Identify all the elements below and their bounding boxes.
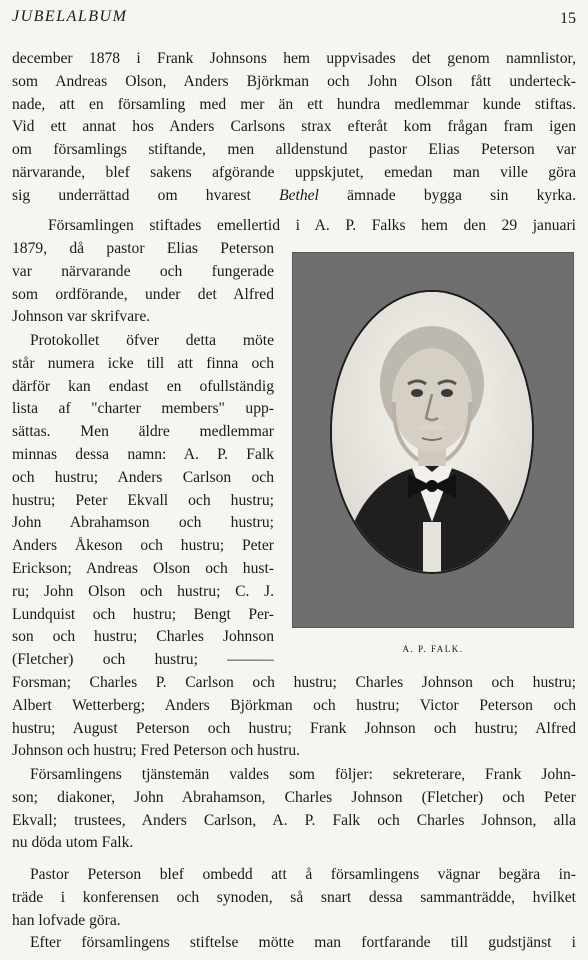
text-line: närvarande, blef sakens afgörande uppskjutet, emedan man ville göra	[12, 163, 576, 181]
text-line: står numera icke till att finna och	[12, 354, 274, 372]
text-line: nade, att en församling med mer än ett hundra medlemmar kunde stiftas.	[12, 95, 576, 113]
text-line: Johnson var skrifvare.	[12, 308, 151, 326]
text-line: var närvarande och fungerade	[12, 262, 274, 280]
paragraph-1	[12, 48, 576, 208]
running-head: JUBELALBUM	[12, 8, 128, 25]
page-header	[12, 8, 576, 34]
text-line: om församlings stiftande, men alldenstund pastor Elias Peterson var	[12, 141, 576, 159]
text-line: son; diakoner, John Abrahamson, Charles Johnson (Fletcher) och Peter	[12, 788, 576, 806]
page-number: 15	[560, 10, 576, 27]
text-line: som Andreas Olson, Anders Björkman och John Olson fått underteck-	[12, 72, 576, 90]
portrait-illustration	[332, 292, 532, 572]
paragraph-6	[12, 932, 576, 955]
text-line: Forsman; Charles P. Carlson och hustru; Charles Johnson och hustru;	[12, 674, 576, 691]
text-line: ru; John Olson och hustru; C. J.	[12, 582, 274, 600]
text-line: han lofvade göra.	[12, 911, 121, 929]
text-line: sättas. Men äldre medlemmar	[12, 423, 274, 441]
text-line: Anders Åkeson och hustru; Peter	[12, 537, 274, 555]
text-line: träde i konferensen och synoden, så snart dessa sammanträdde, hvilket	[12, 888, 576, 906]
paragraph-4	[12, 764, 576, 855]
portrait-figure	[292, 252, 574, 628]
text-line: (Fletcher) och hustru; ———	[12, 651, 274, 669]
text-line: Församlingen stiftades emellertid i A. P. Falks hem den 29 januari	[48, 217, 576, 234]
text-line: minnas dessa namn: A. P. Falk	[12, 445, 274, 463]
text-line: John Abrahamson och hustru;	[12, 514, 274, 532]
figure-caption: A. P. FALK.	[402, 644, 464, 654]
text-line: lista af "charter members" upp-	[12, 400, 274, 418]
text-line: som ordförande, under det Alfred	[12, 285, 274, 303]
text-line: son och hustru; Charles Johnson	[12, 628, 274, 646]
text-line	[12, 185, 576, 208]
paragraph-5	[12, 864, 576, 932]
text-line: Protokollet öfver detta möte	[30, 332, 274, 349]
paragraph-3-full	[12, 672, 576, 763]
text-line: Församlingens tjänstemän valdes som följer: sekreterare, Frank John-	[30, 766, 576, 783]
text-line: Pastor Peterson blef ombedd att å församlingens vägnar begära in-	[30, 866, 576, 883]
text-line: hustru; Peter Ekvall och hustru;	[12, 491, 274, 509]
bethel-italic: Bethel	[279, 186, 319, 204]
text-fragment: sig underrättad om hvarest	[12, 186, 251, 204]
text-line: Ekvall; trustees, Anders Carlson, A. P. Falk och Charles Johnson, alla	[12, 811, 576, 829]
portrait-oval	[332, 292, 532, 572]
text-line: Lundquist och hustru; Bengt Per-	[12, 605, 274, 623]
paragraph-2	[12, 215, 576, 238]
text-line: nu döda utom Falk.	[12, 834, 134, 852]
text-line: Johnson och hustru; Fred Peterson och hustru.	[12, 742, 301, 760]
paragraph-3-narrow	[12, 330, 274, 672]
text-line: 1879, då pastor Elias Peterson	[12, 240, 274, 257]
text-line: och hustru; Anders Carlson och	[12, 468, 274, 486]
text-fragment: ämnade bygga sin kyrka.	[347, 186, 576, 204]
text-line: Albert Wetterberg; Anders Björkman och hustru; Victor Peterson och	[12, 696, 576, 714]
text-line: hustru; August Peterson och hustru; Frank Johnson och hustru; Alfred	[12, 719, 576, 737]
text-line: därför kan endast en ofullständig	[12, 377, 274, 395]
text-line: Vid ett annat hos Anders Carlsons strax efteråt kom frågan fram igen	[12, 118, 576, 136]
text-line: Erickson; Andreas Olson och hust-	[12, 559, 274, 577]
text-line: december 1878 i Frank Johnsons hem uppvisades det genom namnlistor,	[12, 50, 576, 67]
text-line: Efter församlingens stiftelse mötte man fortfarande till gudstjänst i	[30, 934, 576, 951]
paragraph-2-narrow	[12, 238, 274, 329]
